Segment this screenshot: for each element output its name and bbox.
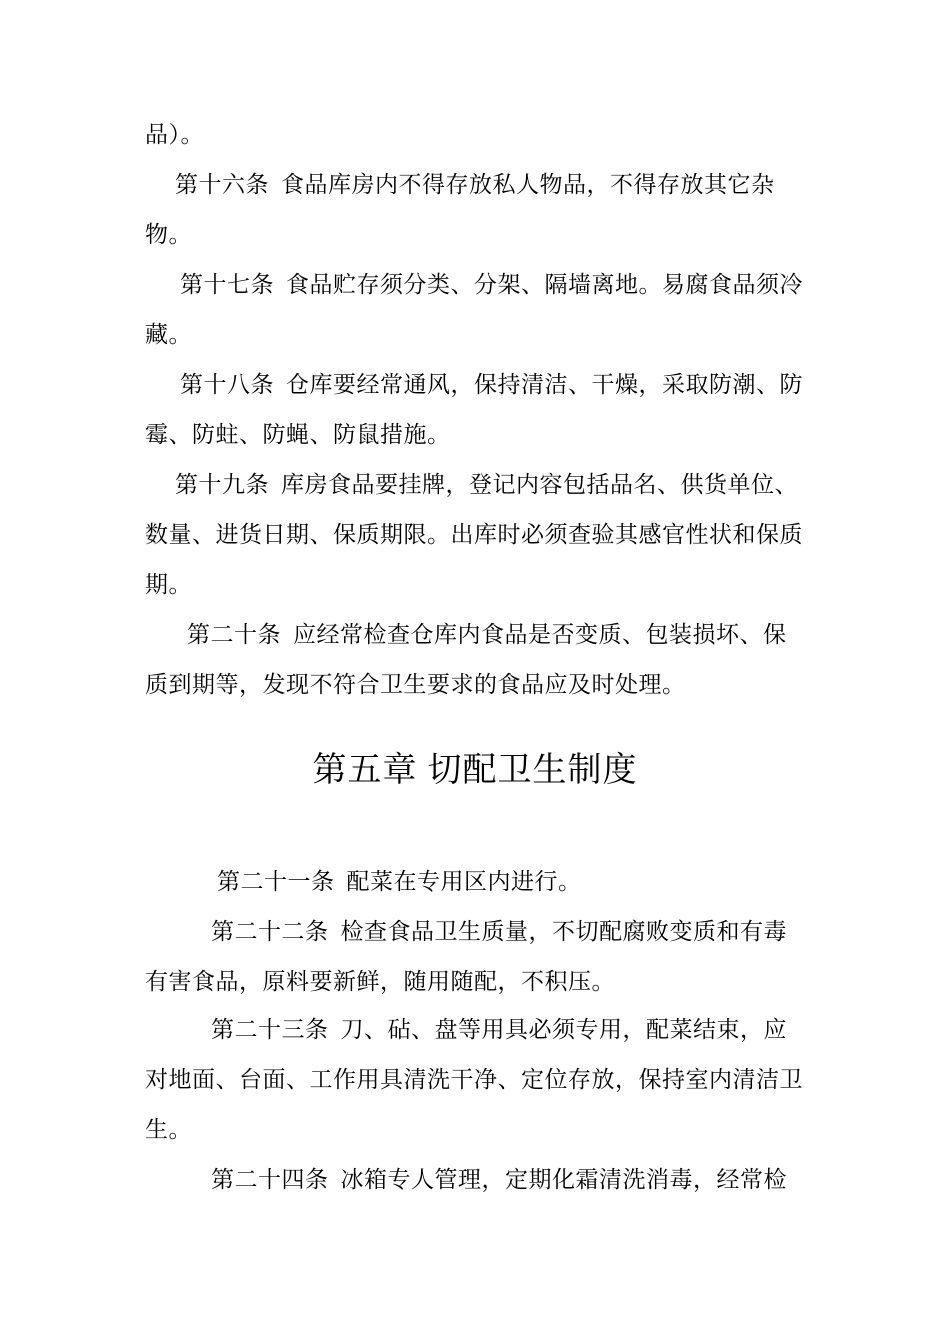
article-text: 数量、进货日期、保质期限。出库时必须查验其感官性状和保质 xyxy=(145,522,803,548)
article-20 xyxy=(145,610,810,710)
article-text: 冰箱专人管理，定期化霜清洗消毒，经常检 xyxy=(340,1167,787,1193)
article-number: 第十八条 xyxy=(180,372,274,398)
article-number: 第二十三条 xyxy=(211,1017,329,1043)
article-text: 库房食品要挂牌，登记内容包括品名、供货单位、 xyxy=(281,472,798,498)
article-number: 第二十一条 xyxy=(217,869,335,895)
article-text: 对地面、台面、工作用具清洗干净、定位存放，保持室内清洁卫 xyxy=(145,1067,803,1093)
article-text: 食品贮存须分类、分架、隔墙离地。易腐食品须冷 xyxy=(286,272,803,298)
chapter-heading xyxy=(0,740,950,800)
article-text: 物。 xyxy=(145,222,192,248)
article-text: 配菜在专用区内进行。 xyxy=(346,869,582,895)
article-17 xyxy=(145,260,810,360)
continuation-text xyxy=(145,110,810,160)
article-text: 生。 xyxy=(145,1117,192,1143)
article-text: 藏。 xyxy=(145,322,192,348)
article-22 xyxy=(145,907,810,1007)
article-text: 食品库房内不得存放私人物品，不得存放其它杂 xyxy=(281,172,775,198)
article-number: 第二十二条 xyxy=(211,919,329,945)
article-number: 第二十条 xyxy=(187,622,281,648)
chapter-title: 切配卫生制度 xyxy=(427,750,638,790)
article-text: 有害食品，原料要新鲜，随用随配，不积压。 xyxy=(145,969,615,995)
article-text: 质到期等，发现不符合卫生要求的食品应及时处理。 xyxy=(145,672,686,698)
article-21 xyxy=(145,857,810,907)
article-text: 检查食品卫生质量，不切配腐败变质和有毒 xyxy=(340,919,787,945)
article-18 xyxy=(145,360,810,460)
article-23 xyxy=(145,1005,810,1155)
article-text: 霉、防蛀、防蝇、防鼠措施。 xyxy=(145,422,451,448)
article-number: 第二十四条 xyxy=(211,1167,329,1193)
article-16 xyxy=(145,160,810,260)
chapter-number: 第五章 xyxy=(312,750,418,790)
article-number: 第十七条 xyxy=(180,272,274,298)
article-19 xyxy=(145,460,810,610)
article-number: 第十六条 xyxy=(175,172,269,198)
article-text: 仓库要经常通风，保持清洁、干燥，采取防潮、防 xyxy=(286,372,803,398)
text-line: 品）。 xyxy=(145,122,204,148)
article-24 xyxy=(145,1155,810,1205)
article-number: 第十九条 xyxy=(175,472,269,498)
article-text: 期。 xyxy=(145,572,192,598)
article-text: 刀、砧、盘等用具必须专用，配菜结束，应 xyxy=(340,1017,787,1043)
article-text: 应经常检查仓库内食品是否变质、包装损坏、保 xyxy=(293,622,787,648)
